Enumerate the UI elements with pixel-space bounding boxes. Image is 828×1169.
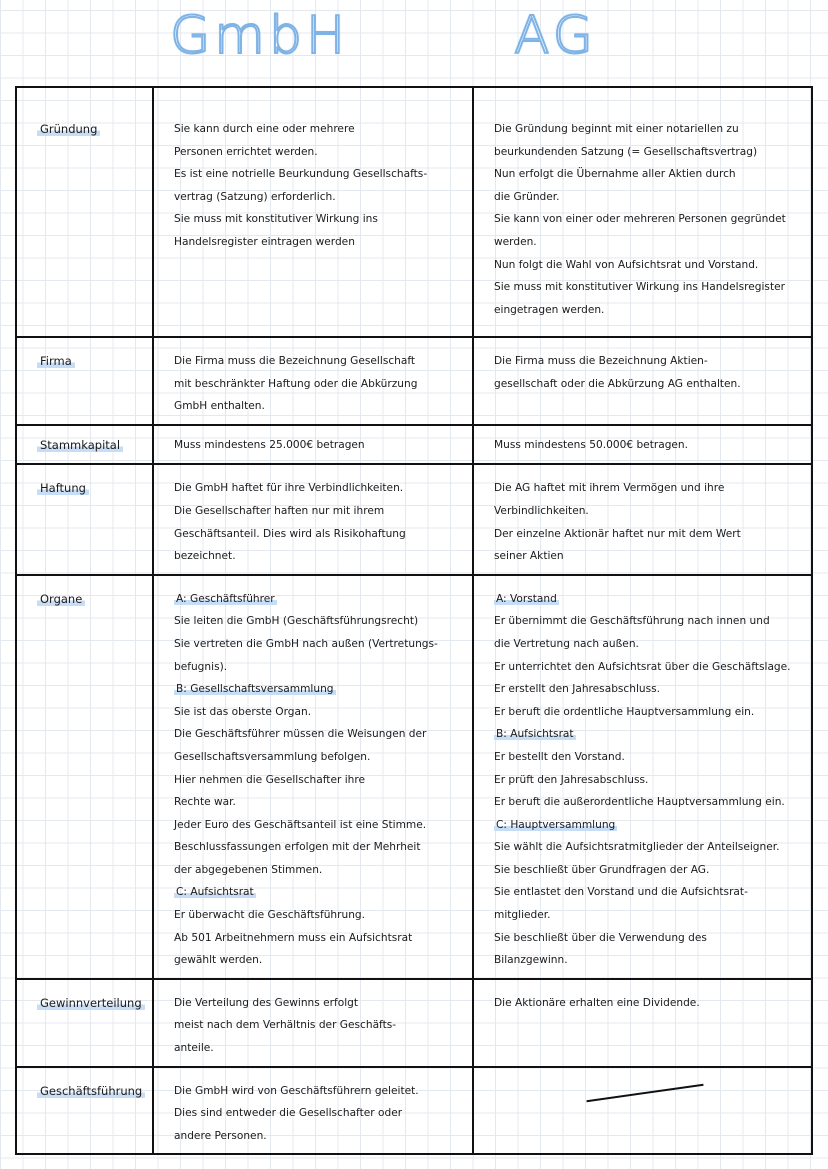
text-line: mitglieder. [494, 909, 551, 922]
gmbh-cell [153, 575, 473, 979]
text-line: eingetragen werden. [494, 303, 605, 316]
text-line: gesellschaft oder die Abkürzung AG enthalten. [494, 377, 741, 390]
text-line: Nun erfolgt die Übernahme aller Aktien durch [494, 168, 736, 181]
text-line: Sie wählt die Aufsichtsratmitglieder der Anteilseigner. [494, 841, 780, 854]
row-label-cell [16, 464, 153, 574]
text-line: beurkundenden Satzung (= Gesellschaftsvertrag) [494, 145, 758, 158]
text-line: Der einzelne Aktionär haftet nur mit dem Wert [494, 527, 741, 540]
text-line: Die Gründung beginnt mit einer notariellen zu [494, 123, 739, 135]
text-line: Geschäftsanteil. Dies wird als Risikohaftung [174, 527, 406, 540]
comparison-table [15, 86, 813, 1155]
text-line: mit beschränkter Haftung oder die Abkürzung [174, 377, 418, 390]
ag-heading: AG [514, 6, 597, 66]
ag-cell [473, 425, 812, 465]
text-line: Er überwacht die Geschäftsführung. [174, 909, 366, 922]
text-line: Die Verteilung des Gewinns erfolgt [174, 996, 359, 1009]
text-line: B: Aufsichtsrat [496, 728, 574, 741]
text-line: Sie beschließt über Grundfragen der AG. [494, 863, 710, 876]
gmbh-cell [153, 425, 473, 465]
text-line: Die AG haftet mit ihrem Vermögen und ihre [494, 482, 725, 495]
text-line: Die GmbH wird von Geschäftsführern geleitet. [174, 1084, 419, 1097]
row-label: Firma [37, 354, 75, 368]
row-label-cell [16, 425, 153, 465]
row-label-cell [16, 979, 153, 1067]
text-line: Hier nehmen die Gesellschafter ihre [174, 773, 366, 786]
row-label-cell [16, 575, 153, 979]
text-line: anteile. [174, 1042, 214, 1055]
text-line: der abgegebenen Stimmen. [174, 863, 323, 876]
text-line: Ab 501 Arbeitnehmern muss ein Aufsichtsrat [174, 931, 413, 944]
row-label: Geschäftsführung [37, 1084, 145, 1098]
row-label: Haftung [37, 481, 89, 495]
text-line: seiner Aktien [494, 550, 564, 563]
text-line: die Gründer. [494, 190, 560, 203]
gmbh-cell [153, 87, 473, 337]
text-line: Personen errichtet werden. [174, 145, 318, 158]
text-line: Die Gesellschafter haften nur mit ihrem [174, 504, 385, 517]
table-row [16, 979, 812, 1067]
text-line: andere Personen. [174, 1129, 267, 1142]
text-line: Muss mindestens 25.000€ betragen [174, 438, 365, 451]
ag-cell [473, 337, 812, 425]
text-line: meist nach dem Verhältnis der Geschäfts- [174, 1019, 397, 1032]
text-line: Handelsregister eintragen werden [174, 235, 355, 248]
text-line: Er bestellt den Vorstand. [494, 750, 625, 763]
text-line: gewählt werden. [174, 954, 263, 967]
text-line: Sie leiten die GmbH (Geschäftsführungsrecht) [174, 615, 419, 628]
text-line: Sie entlastet den Vorstand und die Aufsichtsrat- [494, 886, 748, 899]
text-line: Sie beschließt über die Verwendung des [494, 931, 707, 944]
text-line: Rechte war. [174, 796, 236, 809]
text-line: befugnis). [174, 660, 228, 673]
table-row [16, 425, 812, 465]
text-line: Sie muss mit konstitutiver Wirkung ins Handelsregister [494, 281, 785, 294]
text-line: A: Geschäftsführer [176, 592, 275, 605]
text-line: Verbindlichkeiten. [494, 504, 589, 517]
row-label: Gewinnverteilung [37, 996, 145, 1010]
gmbh-heading: GmbH [170, 6, 350, 66]
gmbh-cell [153, 979, 473, 1067]
text-line: Sie kann durch eine oder mehrere [174, 123, 355, 135]
ag-cell [473, 1067, 812, 1155]
row-label: Gründung [37, 122, 100, 136]
ag-cell [473, 575, 812, 979]
text-line: Bilanzgewinn. [494, 954, 568, 967]
text-line: Er beruft die außerordentliche Hauptversammlung ein. [494, 796, 785, 809]
row-label: Stammkapital [37, 438, 123, 452]
table-row [16, 87, 812, 337]
gmbh-cell [153, 1067, 473, 1155]
text-line: Er beruft die ordentliche Hauptversammlung ein. [494, 705, 755, 718]
ag-cell [473, 979, 812, 1067]
gmbh-cell [153, 337, 473, 425]
text-line: Sie kann von einer oder mehreren Personen gegründet [494, 213, 786, 226]
text-line: Beschlussfassungen erfolgen mit der Mehrheit [174, 841, 421, 854]
text-line: vertrag (Satzung) erforderlich. [174, 190, 336, 203]
row-label-cell [16, 87, 153, 337]
text-line: A: Vorstand [496, 592, 557, 605]
page-header [0, 6, 828, 78]
text-line: Die Firma muss die Bezeichnung Gesellschaft [174, 355, 416, 367]
text-line: Nun folgt die Wahl von Aufsichtsrat und Vorstand. [494, 258, 759, 271]
text-line: GmbH enthalten. [174, 400, 265, 413]
text-line: Sie muss mit konstitutiver Wirkung ins [174, 213, 378, 226]
row-label: Organe [37, 592, 85, 606]
ag-cell [473, 464, 812, 574]
table-row [16, 464, 812, 574]
gmbh-cell [153, 464, 473, 574]
text-line: Die Aktionäre erhalten eine Dividende. [494, 996, 700, 1009]
text-line: die Vertretung nach außen. [494, 637, 639, 650]
text-line: Gesellschaftsversammlung befolgen. [174, 750, 371, 763]
text-line: Jeder Euro des Geschäftsanteil ist eine Stimme. [174, 818, 427, 831]
text-line: Die Geschäftsführer müssen die Weisungen der [174, 728, 427, 741]
row-label-cell [16, 337, 153, 425]
ag-cell [473, 87, 812, 337]
text-line: Es ist eine notrielle Beurkundung Gesellschafts- [174, 168, 428, 181]
table-row [16, 337, 812, 425]
text-line: Er unterrichtet den Aufsichtsrat über die Geschäftslage. [494, 660, 791, 673]
text-line: Muss mindestens 50.000€ betragen. [494, 438, 689, 451]
text-line: B: Gesellschaftsversammlung [176, 683, 334, 696]
text-line: C: Hauptversammlung [496, 818, 616, 831]
text-line: C: Aufsichtsrat [176, 886, 254, 899]
empty-cell-stroke [586, 1083, 703, 1101]
text-line: Sie vertreten die GmbH nach außen (Vertretungs- [174, 637, 438, 650]
text-line: Er prüft den Jahresabschluss. [494, 773, 649, 786]
text-line: Sie ist das oberste Organ. [174, 705, 312, 718]
text-line: Die Firma muss die Bezeichnung Aktien- [494, 355, 708, 367]
text-line: Er erstellt den Jahresabschluss. [494, 683, 661, 696]
table-row [16, 1067, 812, 1155]
text-line: werden. [494, 235, 537, 248]
table-row [16, 575, 812, 979]
text-line: Die GmbH haftet für ihre Verbindlichkeiten. [174, 482, 404, 495]
text-line: bezeichnet. [174, 550, 236, 563]
text-line: Er übernimmt die Geschäftsführung nach innen und [494, 615, 770, 628]
text-line: Dies sind entweder die Gesellschafter oder [174, 1107, 403, 1120]
row-label-cell [16, 1067, 153, 1155]
